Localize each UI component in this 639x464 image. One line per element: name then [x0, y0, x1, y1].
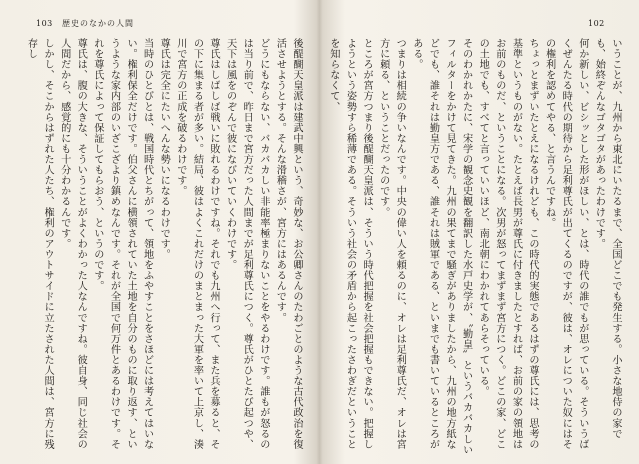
paragraph: ちょっとまずいたとえになるけれども、この時代的実態であるはずの尊氏には、思考の基準というものがない。たとえば長男が尊氏に付きましたとすれば、お前の家の領地はお前のものだ、ということになる。次男が怒ってまずまず宮方につく。どこの家、どこの土地でも、すべてと言っていいほど、南北朝にわかれてあらそっている。 [477, 38, 539, 450]
left-page [0, 0, 318, 464]
page-number-left: 103 [36, 19, 53, 28]
paragraph: つまりは相続の争いなんです。中央の偉い人を頼るのに、オレは足利尊氏だ、オレは宮方に頼る、ということだったのです。 [377, 38, 406, 450]
paragraph: 尊氏は、腹の大きな、そういうことがよくわかった人なんですね。彼自身、同じ社会の人間だから、感覚的にも十分わかるんです。 [58, 38, 87, 450]
page-number-right: 102 [588, 19, 605, 28]
paragraph: 当時のひとびとは、戦国時代とちがって、領地をふやすことをさほどには考えてはいない。権利保全だけです。伯父さんに横領されていた土地を自分のものに取り返す、というような家内部のいざこざより鎮めなんです。それが全国で何万件とあるわけです。それを尊氏によって保証してもらおう、というのです。 [91, 38, 153, 450]
paragraph: しかし、そこからはずれた人たち、権利のアウトサイドに立たされた人間は、宮方に残存し [25, 38, 54, 450]
right-page [321, 0, 639, 464]
paragraph: いうことが、九州から東北にいたるまで、全国どこでも発生する。小さな地侍の家でも、始終ぞんなゴタゴタがあったわけです。 [593, 38, 621, 439]
paragraph: 尊氏は完全にたいへんな勢いになるわけです。 [158, 38, 170, 260]
paragraph: どうにもならない、バカバカしい非能率極まりないことをやるわけです。誰もが怒るのは当り前で、昨日まで宮方だった人間までが足利尊氏につく。尊氏がひとたび起つや、天下は風をのぞんで彼になびいていくわけです。 [224, 38, 269, 450]
right-page-body [327, 38, 623, 458]
paragraph: 尊氏はしばしば戦いに敗れるわけですね。それでも九州へ行って、また兵を募ると、その下に集まる者が多い。結局、彼はよくこれだけのまとまった大軍を率いて上京し、湊川で宮方の正成を破るわけです。 [174, 38, 220, 450]
paragraph: 何か新しい、ビシッとした形がほしい、とは、時代の誰でもが思っている。そういうばくぜんたる時代の期待から足利尊氏が出てくるのですが、彼は、オレについた奴にはその権利を認めてやる、と言うんですね。 [543, 38, 588, 450]
running-head: 歴史のなかの人間 [62, 19, 134, 28]
left-page-body [26, 38, 304, 458]
paragraph: 後醍醐天皇派は建武中興という、奇妙な、お公卿さんのたわごとのような古代政治を復活させようとする。そんな滑稽さが、宮方にはあるんです。 [274, 38, 302, 450]
paragraph: そのわかれかたに、宋学の観念史観を翻訳した水戸史学が、〝勤皇〟というバカバカしいフィルターをかけて見てきた。九州の果てまで騒ぎがありましたから、九州の地方紙などでも、誰それは勤皇方である、誰それは賊軍である、といまでも書いているところがある。 [410, 38, 472, 455]
paragraph: ところが宮方つまり後醍醐天皇派は、そういう時代把握を社会把握もできない。把握しようという姿勢すら稀薄である。そういう社会の矛盾から起こったさわぎだということを知らなくて、 [327, 38, 373, 450]
